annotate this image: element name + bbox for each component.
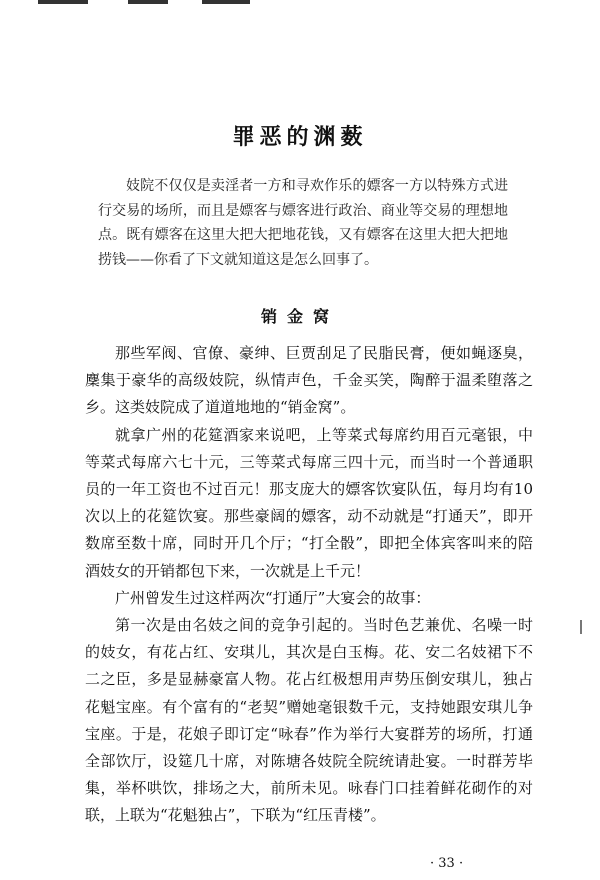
body-paragraph-4: 第一次是由名妓之间的竞争引起的。当时色艺兼优、名噪一时的妓女，有花占红、安琪儿，其次是白玉梅。花、安二名妓裙下不二之臣，多是显赫豪富人物。花占红极想用声势压倒安琪儿，独占花魁宝座。有个富有的“老契”赠她毫银数千元，支持她跟安琪儿争宝座。于是，花娘子即订定“咏春”作为举行大宴群芳的场所，打通全部饮厅，设筵几十席，对陈塘各妓院全院统请赴宴。一时群芳毕集，举杯哄饮，排场之大，前所未见。咏春门口挂着鲜花砌作的对联，上联为“花魁独占”，下联为“红压青楼”。 xyxy=(85,616,533,825)
body-paragraph-2: 就拿广州的花筵酒家来说吧，上等菜式每席约用百元毫银，中等菜式每席六七十元，三等菜式每席三四十元，而当时一个普通职员的一年工资也不过百元！那支庞大的嫖客饮宴队伍，每月均有10次以上的花筵饮宴。那些豪阔的嫖客，动不动就是“打通天”，即开数席至数十席，同时开几个厅；“打全骰”，即把全体宾客叫来的陪酒妓女的开销都包下来，一次就是上千元！ xyxy=(85,425,533,580)
body-paragraph-3: 广州曾发生过这样两次“打通厅”大宴会的故事： xyxy=(115,588,431,607)
scan-edge-mark-center xyxy=(128,0,168,4)
scan-edge-speck xyxy=(580,620,582,634)
body-text xyxy=(85,340,533,830)
scan-edge-mark-right xyxy=(202,0,250,4)
page-number: · 33 · xyxy=(430,856,464,871)
chapter-title: 罪恶的渊薮 xyxy=(232,125,368,150)
section-heading: 销金窝 xyxy=(260,307,339,326)
body-paragraph-1: 那些军阀、官僚、豪绅、巨贾刮足了民脂民膏，便如蝇逐臭，麇集于豪华的高级妓院，纵情声色，千金买笑，陶醉于温柔堕落之乡。这类妓院成了道道地地的“销金窝”。 xyxy=(85,344,533,417)
chapter-intro xyxy=(98,174,508,272)
scan-edge-mark-left xyxy=(38,0,88,4)
intro-paragraph: 妓院不仅仅是卖淫者一方和寻欢作乐的嫖客一方以特殊方式进行交易的场所，而且是嫖客与嫖客进行政治、商业等交易的理想地点。既有嫖客在这里大把大把地花钱，又有嫖客在这里大把大把地捞钱——你看了下文就知道这是怎么回事了。 xyxy=(98,178,508,268)
